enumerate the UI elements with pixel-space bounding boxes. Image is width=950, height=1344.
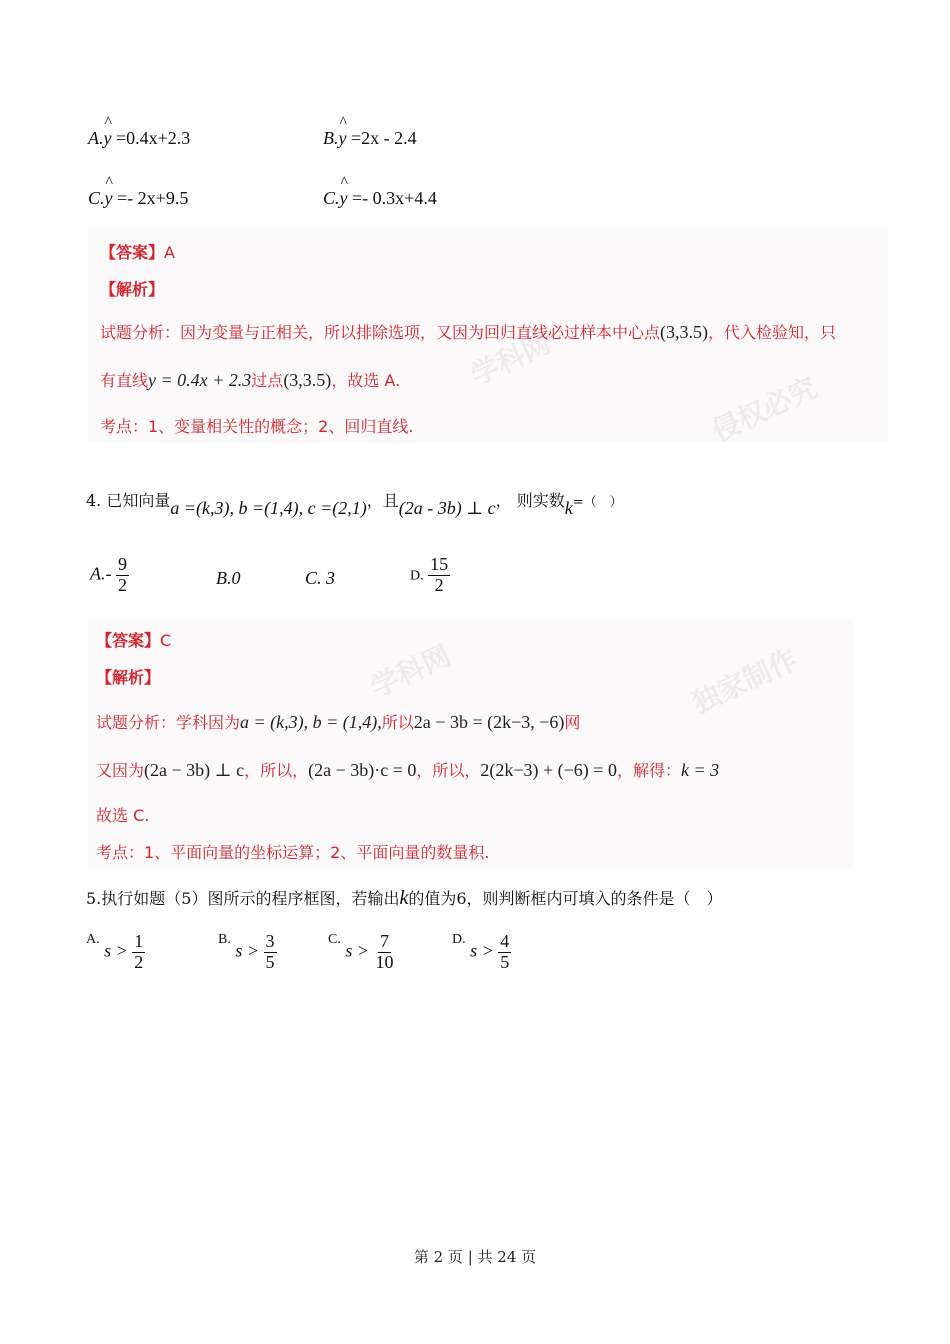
- q5-option-a: $^{A.}$ s > $\frac{1}{2}$: [86, 931, 144, 972]
- q3-answer: 【答案】A: [100, 243, 175, 262]
- q4-analysis-line4: 考点：1、平面向量的坐标运算；2、平面向量的数量积.: [96, 843, 490, 862]
- q4-option-a: A.- $\frac{9}{2}$: [90, 554, 127, 595]
- q5-stem: 5.执行如题（5）图所示的程序框图，若输出k的值为6，则判断框内可填入的条件是（ ）: [86, 887, 723, 909]
- q3-analysis-line3: 考点：1、变量相关性的概念；2、回归直线.: [100, 417, 414, 436]
- q3-analysis-line2: 有直线y = 0.4x + 2.3过点(3,3.5)，故选 A.: [100, 370, 401, 390]
- q4-answer: 【答案】C: [96, 631, 172, 650]
- q5-option-d: $^{D.}$ s > $\frac{4}{5}$: [452, 931, 510, 972]
- q4-analysis-tag: 【解析】: [96, 668, 161, 687]
- q5-option-b: $^{B.}$ s > $\frac{3}{5}$: [218, 931, 275, 972]
- q4-analysis-line3: 故选 C.: [96, 806, 150, 825]
- page-footer: 第 2 页 | 共 24 页: [413, 1248, 537, 1266]
- q4-analysis-line2: 又因为(2a − 3b) ⊥ c，所以，(2a − 3b)·c = 0，所以，2(2k−3) + (−6) = 0，解得：k = 3: [96, 760, 720, 780]
- q3-option-d: C.^ y =- 0.3x+4.4: [323, 188, 437, 209]
- q3-option-b: B.^ y =2x - 2.4: [323, 128, 417, 149]
- q4-answer-panel: 学科网 独家制作: [88, 620, 854, 868]
- q4-option-c: C. 3: [305, 568, 336, 588]
- q4-option-b: B.0: [216, 568, 241, 588]
- q3-analysis-tag: 【解析】: [100, 280, 165, 299]
- q5-option-c: $^{C.}$ s > $\frac{7}{10}$: [328, 931, 394, 972]
- q4-option-d: D. $\frac{15}{2}$: [410, 554, 449, 595]
- q4-analysis-line1: 试题分析：学科因为a = (k,3), b = (1,4),所以2a − 3b = (2k−3, −6)网: [96, 712, 581, 732]
- q3-answer-panel: 学科网 侵权必究: [88, 228, 888, 443]
- q4-stem: 4. 已知向量a =(k,3), b =(1,4), c =(2,1)，且(2a - 3b) ⊥ c， 则实数k=（ ）: [86, 491, 623, 518]
- q3-option-c: C.^ y =- 2x+9.5: [88, 188, 188, 209]
- q3-option-a: A.^ y =0.4x+2.3: [88, 128, 190, 149]
- q3-analysis-line1: 试题分析：因为变量与正相关，所以排除选项，又因为回归直线必过样本中心点(3,3.5)，代入检验知，只: [100, 322, 837, 342]
